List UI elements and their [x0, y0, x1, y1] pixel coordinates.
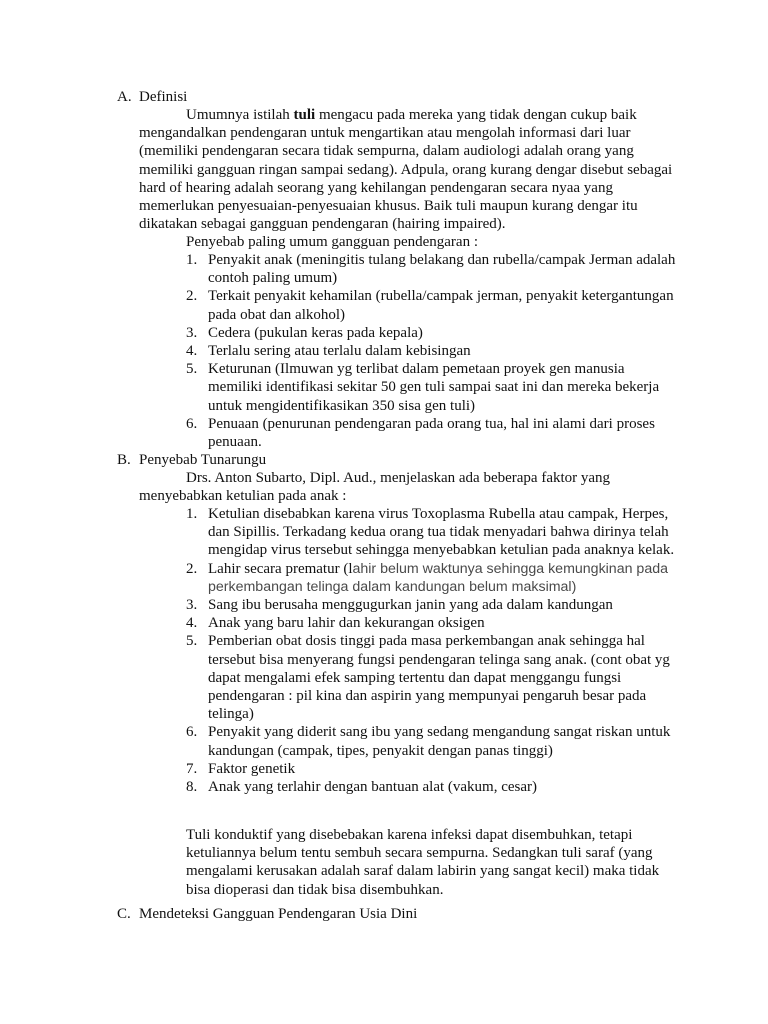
- list-number: 8.: [186, 779, 198, 796]
- list-number: 1.: [186, 506, 198, 522]
- list-item-text: Sang ibu berusaha menggugurkan janin yang ada dalam kandungan: [208, 597, 613, 614]
- list-item: [186, 342, 678, 360]
- section-a-paragraph: [139, 106, 679, 233]
- list-item-text-sans: ahir belum waktunya sehingga kemungkinan pada perkembangan telinga dalam kandungan belum maksimal): [208, 560, 668, 595]
- list-item: [186, 596, 678, 614]
- list-item: [186, 723, 678, 759]
- list-item: [186, 632, 678, 723]
- list-number: 6.: [186, 724, 198, 741]
- section-b-paragraph: Drs. Anton Subarto, Dipl. Aud., menjelaskan ada beberapa faktor yang menyebabkan ketulian pada anak :: [139, 470, 611, 505]
- section-a-list: [186, 251, 678, 451]
- list-item-text: Pemberian obat dosis tinggi pada masa perkembangan anak sehingga hal tersebut bisa menyerang fungsi pendengaran telinga sang anak. (cont obat yg dapat mengalami efek samping tertentu dan dapat menggangu fungsi pendengaran : pil kina dan aspirin yang mempunyai pengaruh besar pada telinga): [208, 633, 670, 723]
- section-c-title: Mendeteksi Gangguan Pendengaran Usia Dini: [139, 906, 418, 922]
- list-item: [186, 360, 678, 415]
- bold-term: tuli: [293, 107, 316, 123]
- list-item-text: Anak yang terlahir dengan bantuan alat (vakum, cesar): [208, 779, 538, 796]
- list-item-text: Penyakit anak (meningitis tulang belakang dan rubella/campak Jerman adalah contoh paling umum): [208, 252, 676, 287]
- list-item-text: Lahir secara prematur (l: [208, 560, 353, 577]
- list-item-text: Ketulian disebabkan karena virus Toxoplasma Rubella atau campak, Herpes, dan Sipillis. Terkadang kedua orang tua tidak menyadari bahwa dirinya telah mengidap virus tersebut sehingga menyebabkan ketulian pada anaknya kelak.: [208, 506, 675, 559]
- list-number: 2.: [186, 288, 198, 305]
- list-item: [186, 614, 678, 632]
- list-item: [186, 324, 678, 342]
- list-number: 4.: [186, 615, 198, 632]
- section-a-list-intro: Penyebab paling umum gangguan pendengaran :: [186, 234, 479, 250]
- list-item-text: Keturunan (Ilmuwan yg terlibat dalam pemetaan proyek gen manusia memiliki identifikasi sekitar 50 gen tuli sampai saat ini dan mereka bekerja untuk mengidentifikasikan 350 sisa gen tuli): [208, 361, 660, 414]
- list-number: 5.: [186, 361, 198, 378]
- list-number: 5.: [186, 633, 198, 650]
- section-a-letter: A.: [117, 89, 132, 105]
- list-item-text: Penuaan (penurunan pendengaran pada orang tua, hal ini alami dari proses penuaan.: [208, 415, 655, 451]
- section-b-letter: B.: [117, 452, 131, 468]
- section-b-heading: [117, 451, 266, 469]
- list-item: [186, 760, 678, 778]
- list-item-text: Faktor genetik: [208, 760, 296, 777]
- section-b-closing-paragraph: Tuli konduktif yang disebebakan karena infeksi dapat disembuhkan, tetapi ketuliannya belum tentu sembuh secara sempurna. Sedangkan tuli saraf (yang mengalami kerusakan adalah saraf dalam labirin yang sangat kecil) maka tidak bisa dioperasi dan tidak bisa disembuhkan.: [186, 827, 660, 898]
- list-item: [186, 778, 678, 796]
- list-item: [186, 251, 678, 287]
- list-number: 7.: [186, 760, 198, 777]
- list-number: 3.: [186, 324, 198, 341]
- list-number: 3.: [186, 597, 198, 614]
- list-item: [186, 505, 678, 560]
- section-c-letter: C.: [117, 906, 131, 922]
- list-number: 1.: [186, 252, 198, 268]
- section-b-title: Penyebab Tunarungu: [139, 452, 267, 468]
- paragraph-text: Umumnya istilah: [186, 107, 294, 123]
- list-item: [186, 560, 678, 596]
- section-a-title: Definisi: [139, 89, 188, 105]
- list-item: [186, 287, 678, 323]
- list-item-text: Penyakit yang diderit sang ibu yang sedang mengandung sangat riskan untuk kandungan (campak, tipes, penyakit dengan panas tinggi): [208, 724, 671, 759]
- list-number: 4.: [186, 343, 198, 360]
- list-number: 2.: [186, 560, 198, 577]
- section-b-list: [186, 505, 678, 796]
- list-item-text: Anak yang baru lahir dan kekurangan oksigen: [208, 615, 485, 632]
- list-item-text: Terlalu sering atau terlalu dalam kebisingan: [208, 343, 471, 360]
- list-item-text: Cedera (pukulan keras pada kepala): [208, 324, 423, 341]
- list-number: 6.: [186, 415, 198, 432]
- section-c-heading: [117, 905, 417, 923]
- section-a-heading: [117, 88, 187, 106]
- list-item: [186, 415, 678, 451]
- paragraph-text: mengacu pada mereka yang tidak dengan cukup baik mengandalkan pendengaran untuk mengartikan atau mengolah informasi dari luar (memiliki pendengaran secara tidak sempurna, dalam audiologi adalah orang yang memiliki gangguan ringan sampai sedang). Adpula, orang kurang dengar disebut sebagai hard of hearing adalah seorang yang kehilangan pendengaran secara nyaa yang memerlukan penyesuaian-penyesuaian khusus. Baik tuli maupun kurang dengar itu dikatakan sebagai gangguan pendengaran (hairing impaired).: [139, 107, 673, 233]
- list-item-text: Terkait penyakit kehamilan (rubella/campak jerman, penyakit ketergantungan pada obat dan alkohol): [208, 288, 674, 323]
